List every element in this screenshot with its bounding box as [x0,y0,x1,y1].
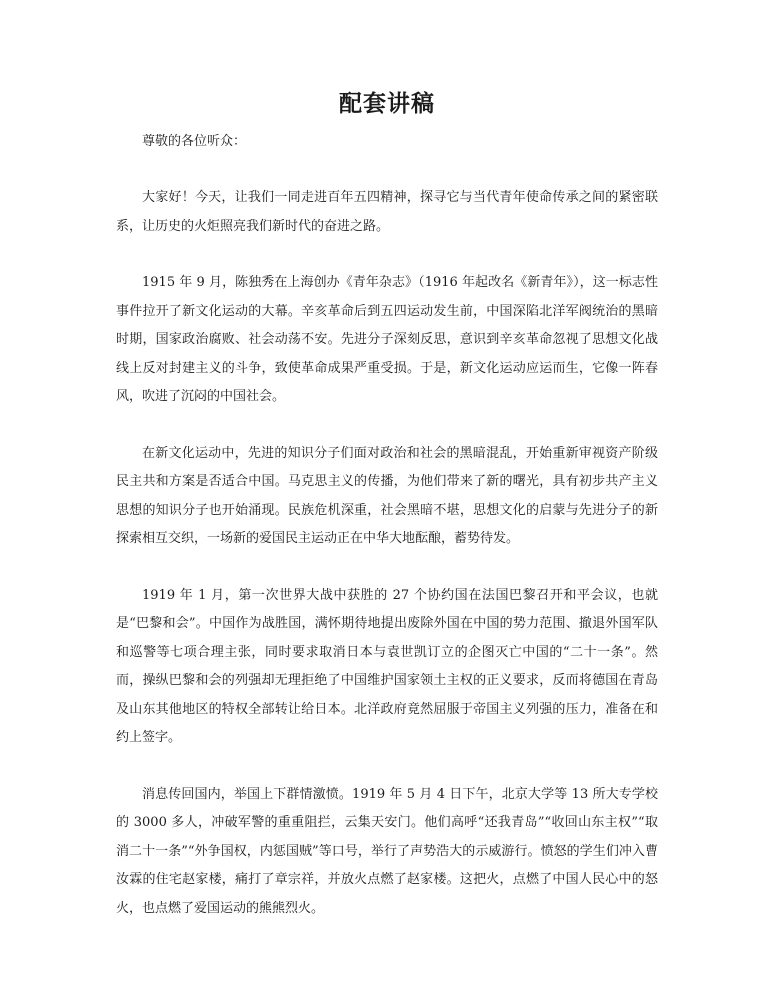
salutation: 尊敬的各位听众： [142,134,247,149]
paragraph-paris-peace-conference: 1919 年 1 月，第一次世界大战中获胜的 27 个协约国在法国巴黎召开和平会议，也就是“巴黎和会”。中国作为战胜国，满怀期待地提出废除外国在中国的势力范围、撤退外国军队和巡警等七项合理主张，同时要求取消日本与袁世凯订立的企图灭亡中国的“二十一条”。然而，操纵巴黎和会的列强却无理拒绝了中国维护国家领土主权的正义要求，反而将德国在青岛及山东其他地区的特权全部转让给日本。北洋政府竟然屈服于帝国主义列强的压力，准备在和约上签字。 [116,587,658,745]
document-title: 配套讲稿 [339,90,435,117]
paragraph-greeting: 大家好！今天，让我们一同走进百年五四精神，探寻它与当代青年使命传承之间的紧密联系，让历史的火炬照亮我们新时代的奋进之路。 [116,190,658,234]
document-page [116,84,658,951]
paragraph-may-fourth-protest: 消息传回国内，举国上下群情激愤。1919 年 5 月 4 日下午，北京大学等 13 所大专学校的 3000 多人，冲破军警的重重阻拦，云集天安门。他们高呼“还我青岛”“收回山东主权”“取消二十一条”“外争国权，内惩国贼”等口号，举行了声势浩大的示威游行。愤怒的学生们冲入曹汝霖的住宅赵家楼，痛打了章宗祥，并放火点燃了赵家楼。这把火，点燃了中国人民心中的怒火，也点燃了爱国运动的熊熊烈火。 [116,786,658,916]
paragraph-new-culture-origin: 1915 年 9 月，陈独秀在上海创办《青年杂志》（1916 年起改名《新青年》），这一标志性事件拉开了新文化运动的大幕。辛亥革命后到五四运动发生前，中国深陷北洋军阀统治的黑暗时期，国家政治腐败、社会动荡不安。先进分子深刻反思，意识到辛亥革命忽视了思想文化战线上反对封建主义的斗争，致使革命成果严重受损。于是，新文化运动应运而生，它像一阵春风，吹进了沉闷的中国社会。 [116,275,658,404]
paragraph-new-culture-development: 在新文化运动中，先进的知识分子们面对政治和社会的黑暗混乱，开始重新审视资产阶级民主共和方案是否适合中国。马克思主义的传播，为他们带来了新的曙光，具有初步共产主义思想的知识分子也开始涌现。民族危机深重，社会黑暗不堪，思想文化的启蒙与先进分子的新探索相互交织，一场新的爱国民主运动正在中华大地酝酿，蓄势待发。 [116,445,658,546]
